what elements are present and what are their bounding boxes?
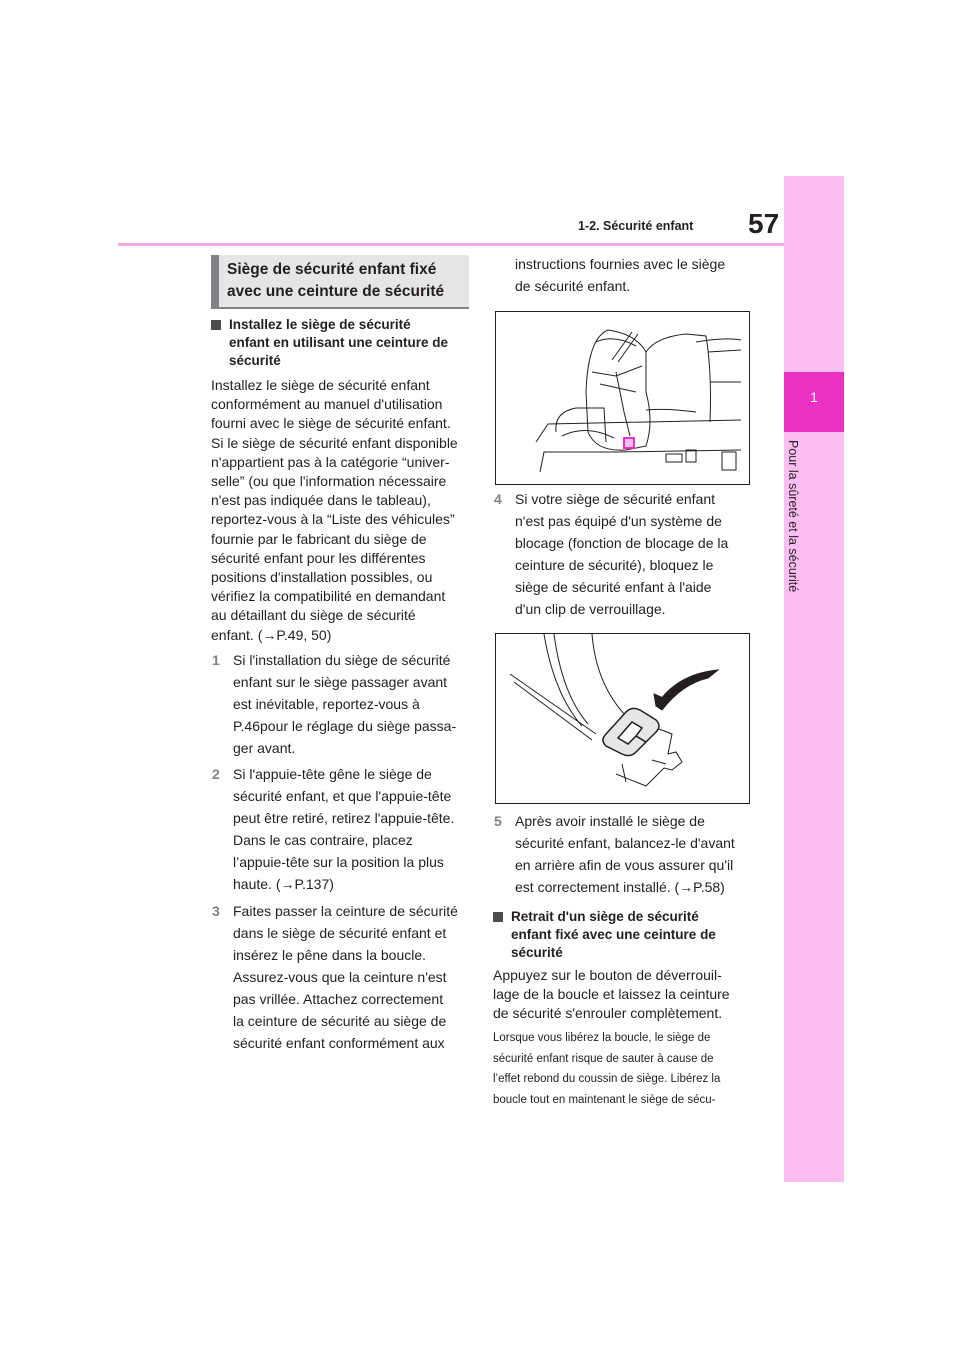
bullet-square-icon — [493, 912, 503, 922]
text-line: Après avoir installé le siège de — [515, 813, 705, 829]
text-line: sécurité enfant pour les différentes — [211, 549, 426, 566]
text-line: Si le siège de sécurité enfant disponible — [211, 434, 458, 451]
install-heading — [229, 316, 469, 370]
text-line: Appuyez sur le bouton de déverrouil- — [493, 967, 722, 983]
text-line: instructions fournies avec le siège — [515, 256, 726, 272]
section-title — [211, 255, 469, 307]
text-line: fourni avec le siège de sécurité enfant. — [211, 415, 451, 432]
install-intro — [211, 376, 471, 645]
step-4 — [494, 488, 755, 620]
heading-line: Retrait d'un siège de sécurité — [511, 909, 699, 924]
text-line: est correctement installé. (→P.58) — [515, 879, 725, 895]
child-seat-drawing — [496, 312, 749, 484]
step-3-continued — [515, 253, 755, 297]
text-line: Si l'appuie-tête gêne le siège de — [233, 766, 432, 782]
text-line: ceinture de sécurité), bloquez le — [515, 557, 714, 573]
step-number: 3 — [212, 903, 220, 919]
child-seat-illustration — [495, 311, 750, 485]
heading-line: enfant en utilisant une ceinture de — [229, 335, 449, 350]
text-line: l’appuie-tête sur la position la plus — [233, 854, 444, 870]
removal-note — [493, 1028, 753, 1110]
text-line: boucle tout en maintenant le siège de sécu- — [493, 1093, 716, 1106]
removal-heading — [511, 908, 751, 962]
step-5 — [494, 810, 755, 898]
text-line: lage de la boucle et laissez la ceinture — [493, 986, 730, 1003]
text-line: sécurité enfant conformément aux — [233, 1035, 445, 1051]
step-number: 1 — [212, 652, 220, 668]
section-title-line: avec une ceinture de sécurité — [227, 283, 445, 300]
text-line: vérifiez la compatibilité en demandant — [211, 588, 446, 605]
text-line: reportez-vous à la “Liste des véhicules” — [211, 511, 455, 528]
step-1 — [212, 649, 473, 759]
heading-line: sécurité — [229, 353, 281, 368]
text-line: Dans le cas contraire, placez — [233, 832, 413, 848]
section-label: 1-2. Sécurité enfant — [578, 219, 694, 233]
text-line: Lorsque vous libérez la boucle, le siège de — [493, 1032, 711, 1044]
text-line: sécurité enfant, et que l'appuie-tête — [233, 788, 452, 804]
text-line: selle” (ou que l'information nécessaire — [211, 473, 447, 490]
text-line: positions d'installation possibles, ou — [211, 569, 433, 586]
chapter-number: 1 — [810, 389, 818, 405]
text-line: blocage (fonction de blocage de la — [515, 535, 729, 551]
text-line: Installez le siège de sécurité enfant — [211, 377, 430, 393]
text-line: peut être retiré, retirez l'appuie-tête. — [233, 810, 455, 826]
step-2 — [212, 763, 473, 895]
text-line: Assurez-vous que la ceinture n'est — [233, 969, 447, 985]
step-number: 5 — [494, 813, 502, 829]
text-line: enfant. (→P.49, 50) — [211, 626, 332, 643]
text-line: fournie par le fabricant du siège de — [211, 530, 427, 547]
text-line: conformément au manuel d'utilisation — [211, 396, 443, 413]
step-number: 2 — [212, 766, 220, 782]
text-line: en arrière afin de vous assurer qu'il — [515, 857, 734, 873]
chapter-title-text: Pour la sûreté et la sécurité — [786, 440, 800, 593]
text-line: au détaillant du siège de sécurité — [211, 607, 416, 624]
text-line: n'est pas équipé d'un système de — [515, 513, 722, 529]
text-line: Si l'installation du siège de sécurité — [233, 652, 451, 668]
text-line: dans le siège de sécurité enfant et — [233, 925, 447, 941]
side-tab — [784, 176, 844, 1182]
header-rule — [118, 243, 784, 246]
section-title-line: Siège de sécurité enfant fixé — [227, 261, 437, 278]
locking-clip-drawing — [496, 634, 749, 803]
text-line: pas vrillée. Attachez correctement — [233, 991, 444, 1007]
text-line: P.46pour le réglage du siège passa- — [233, 718, 457, 734]
section-title-rule — [211, 307, 469, 309]
text-line: Si votre siège de sécurité enfant — [515, 491, 716, 507]
locking-clip-illustration — [495, 633, 750, 804]
text-line: ger avant. — [233, 740, 296, 756]
removal-body — [493, 966, 753, 1024]
text-line: est inévitable, reportez-vous à — [233, 696, 420, 712]
text-line: n'appartient pas à la catégorie “univer- — [211, 453, 450, 470]
page-number: 57 — [748, 208, 780, 239]
step-3 — [212, 900, 473, 1054]
heading-line: sécurité — [511, 945, 563, 960]
text-line: de sécurité s'enrouler complètement. — [493, 1005, 723, 1022]
text-line: enfant sur le siège passager avant — [233, 674, 448, 690]
text-line: n'est pas indiquée dans le tableau), — [211, 492, 431, 509]
heading-line: enfant fixé avec une ceinture de — [511, 927, 716, 942]
text-line: sécurité enfant, balancez-le d'avant — [515, 835, 735, 851]
step-number: 4 — [494, 491, 502, 507]
text-line: de sécurité enfant. — [515, 278, 631, 294]
text-line: la ceinture de sécurité au siège de — [233, 1013, 447, 1029]
text-line: haute. (→P.137) — [233, 876, 334, 892]
text-line: insérez le pêne dans la boucle. — [233, 947, 427, 963]
text-line: Faites passer la ceinture de sécurité — [233, 903, 458, 919]
text-line: siège de sécurité enfant à l'aide — [515, 579, 712, 595]
text-line: d'un clip de verrouillage. — [515, 601, 666, 617]
heading-line: Installez le siège de sécurité — [229, 317, 411, 332]
chapter-title — [786, 440, 808, 620]
text-line: sécurité enfant risque de sauter à cause de — [493, 1052, 714, 1065]
text-line: l’effet rebond du coussin de siège. Libérez la — [493, 1073, 721, 1085]
bullet-square-icon — [211, 320, 221, 330]
